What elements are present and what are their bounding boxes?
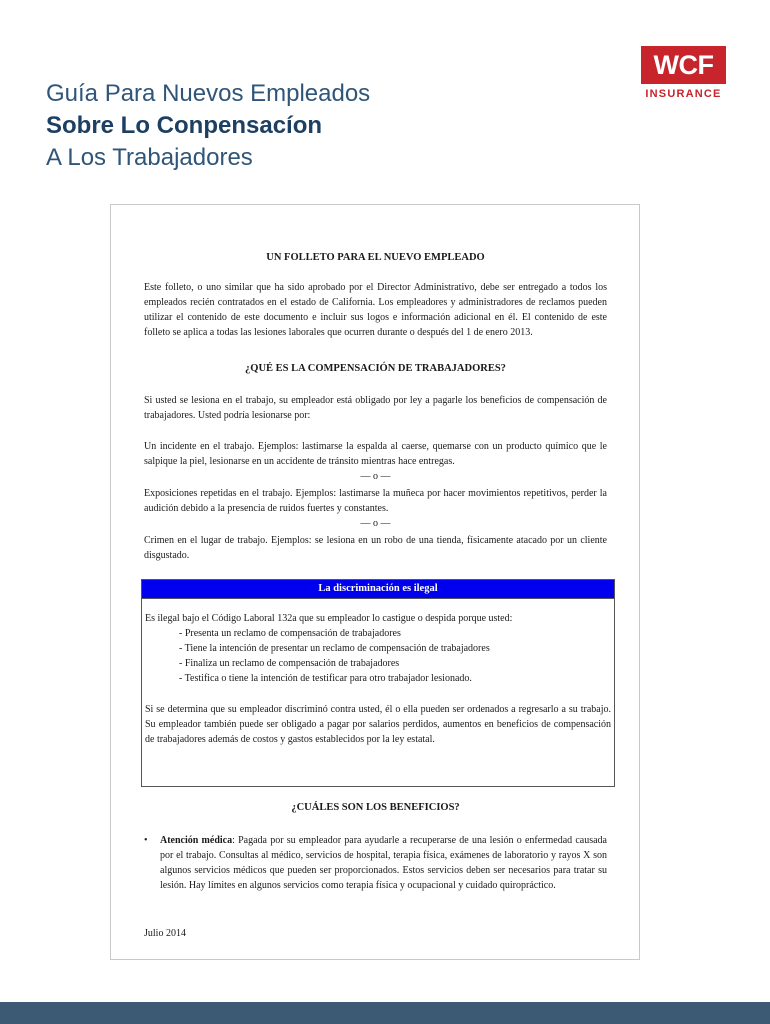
discrimination-heading: La discriminación es ilegal (142, 580, 614, 599)
list-item: - Tiene la intención de presentar un reclamo de compensación de trabajadores (179, 643, 490, 654)
document-date: Julio 2014 (144, 928, 186, 939)
document-page (110, 204, 640, 960)
title-line-2: Sobre Lo Conpensacíon (46, 112, 323, 139)
list-item (144, 833, 607, 893)
intro-paragraph: Este folleto, o uno similar que ha sido aprobado por el Director Administrativo, debe ser entregado a todos los empleados recién contratados en el estado de California. Los empleadores y administradores de reclamos pueden utilizar el contenido de este documento e incluir sus logos e información adicional en él. El contenido de este folleto se aplica a todas las lesiones laborales que ocurren durante o después del 1 de enero 2013. (144, 282, 607, 338)
discrimination-list (145, 626, 611, 686)
document-title: UN FOLLETO PARA EL NUEVO EMPLEADO (266, 252, 485, 263)
title-line-3: A Los Trabajadores (46, 144, 253, 171)
bullet-icon: • (144, 835, 148, 846)
benefit-text: : Pagada por su empleador para ayudarle a recuperarse de una lesión o enfermedad causada por el trabajo. Consultas al médico, servicios de hospital, terapia física, exámenes de laboratorio y rayos X son algunos servicios médicos que pueden ser proporcionados. Estos servicios deben ser necesarios para tratar su lesión. Hay límites en algunos servicios como terapia física y ocupacional y cuidado quiropráctico. (160, 835, 607, 891)
discrimination-closing: Si se determina que su empleador discriminó contra usted, él o ella pueden ser ordenados a regresarlo a su trabajo. Su empleador también puede ser obligado a pagar por salarios perdidos, aumentos en beneficios de compensación de trabajadores además de costos y gastos establecidos por la ley estatal. (145, 704, 611, 745)
section-title-what-is: ¿QUÉ ES LA COMPENSACIÓN DE TRABAJADORES? (245, 363, 506, 374)
benefit-label: Atención médica (160, 835, 233, 846)
example-crime: Crimen en el lugar de trabajo. Ejemplos: se lesiona en un robo de una tienda, físicamente atacado por un cliente disgustado. (144, 535, 607, 561)
separator: — o — (360, 471, 391, 482)
separator: — o — (360, 518, 391, 529)
wcf-insurance-logo (641, 46, 726, 100)
footer-bar (0, 1002, 770, 1024)
discrimination-box (141, 579, 615, 787)
discrimination-intro: Es ilegal bajo el Código Laboral 132a que su empleador lo castigue o despida porque usted: (145, 613, 513, 624)
logo-mark: WCF (641, 46, 726, 84)
what-is-paragraph: Si usted se lesiona en el trabajo, su empleador está obligado por ley a pagarle los beneficios de compensación de trabajadores. Usted podría lesionarse por: (144, 395, 607, 421)
list-item: - Finaliza un reclamo de compensación de trabajadores (179, 658, 400, 669)
benefits-list (144, 833, 607, 893)
list-item: - Presenta un reclamo de compensación de trabajadores (179, 628, 401, 639)
title-line-1: Guía Para Nuevos Empleados (46, 80, 371, 107)
list-item: - Testifica o tiene la intención de testificar para otro trabajador lesionado. (179, 673, 472, 684)
section-title-benefits: ¿CUÁLES SON LOS BENEFICIOS? (291, 802, 460, 813)
example-exposure: Exposiciones repetidas en el trabajo. Ejemplos: lastimarse la muñeca por hacer movimientos repetitivos, perder la audición debido a la presencia de ruidos fuertes y constantes. (144, 488, 607, 514)
logo-subtitle: INSURANCE (645, 88, 722, 100)
example-incident: Un incidente en el trabajo. Ejemplos: lastimarse la espalda al caerse, quemarse con un producto químico que le salpique la piel, lesionarse en un accidente de tránsito mientras hace entregas. (144, 441, 607, 467)
